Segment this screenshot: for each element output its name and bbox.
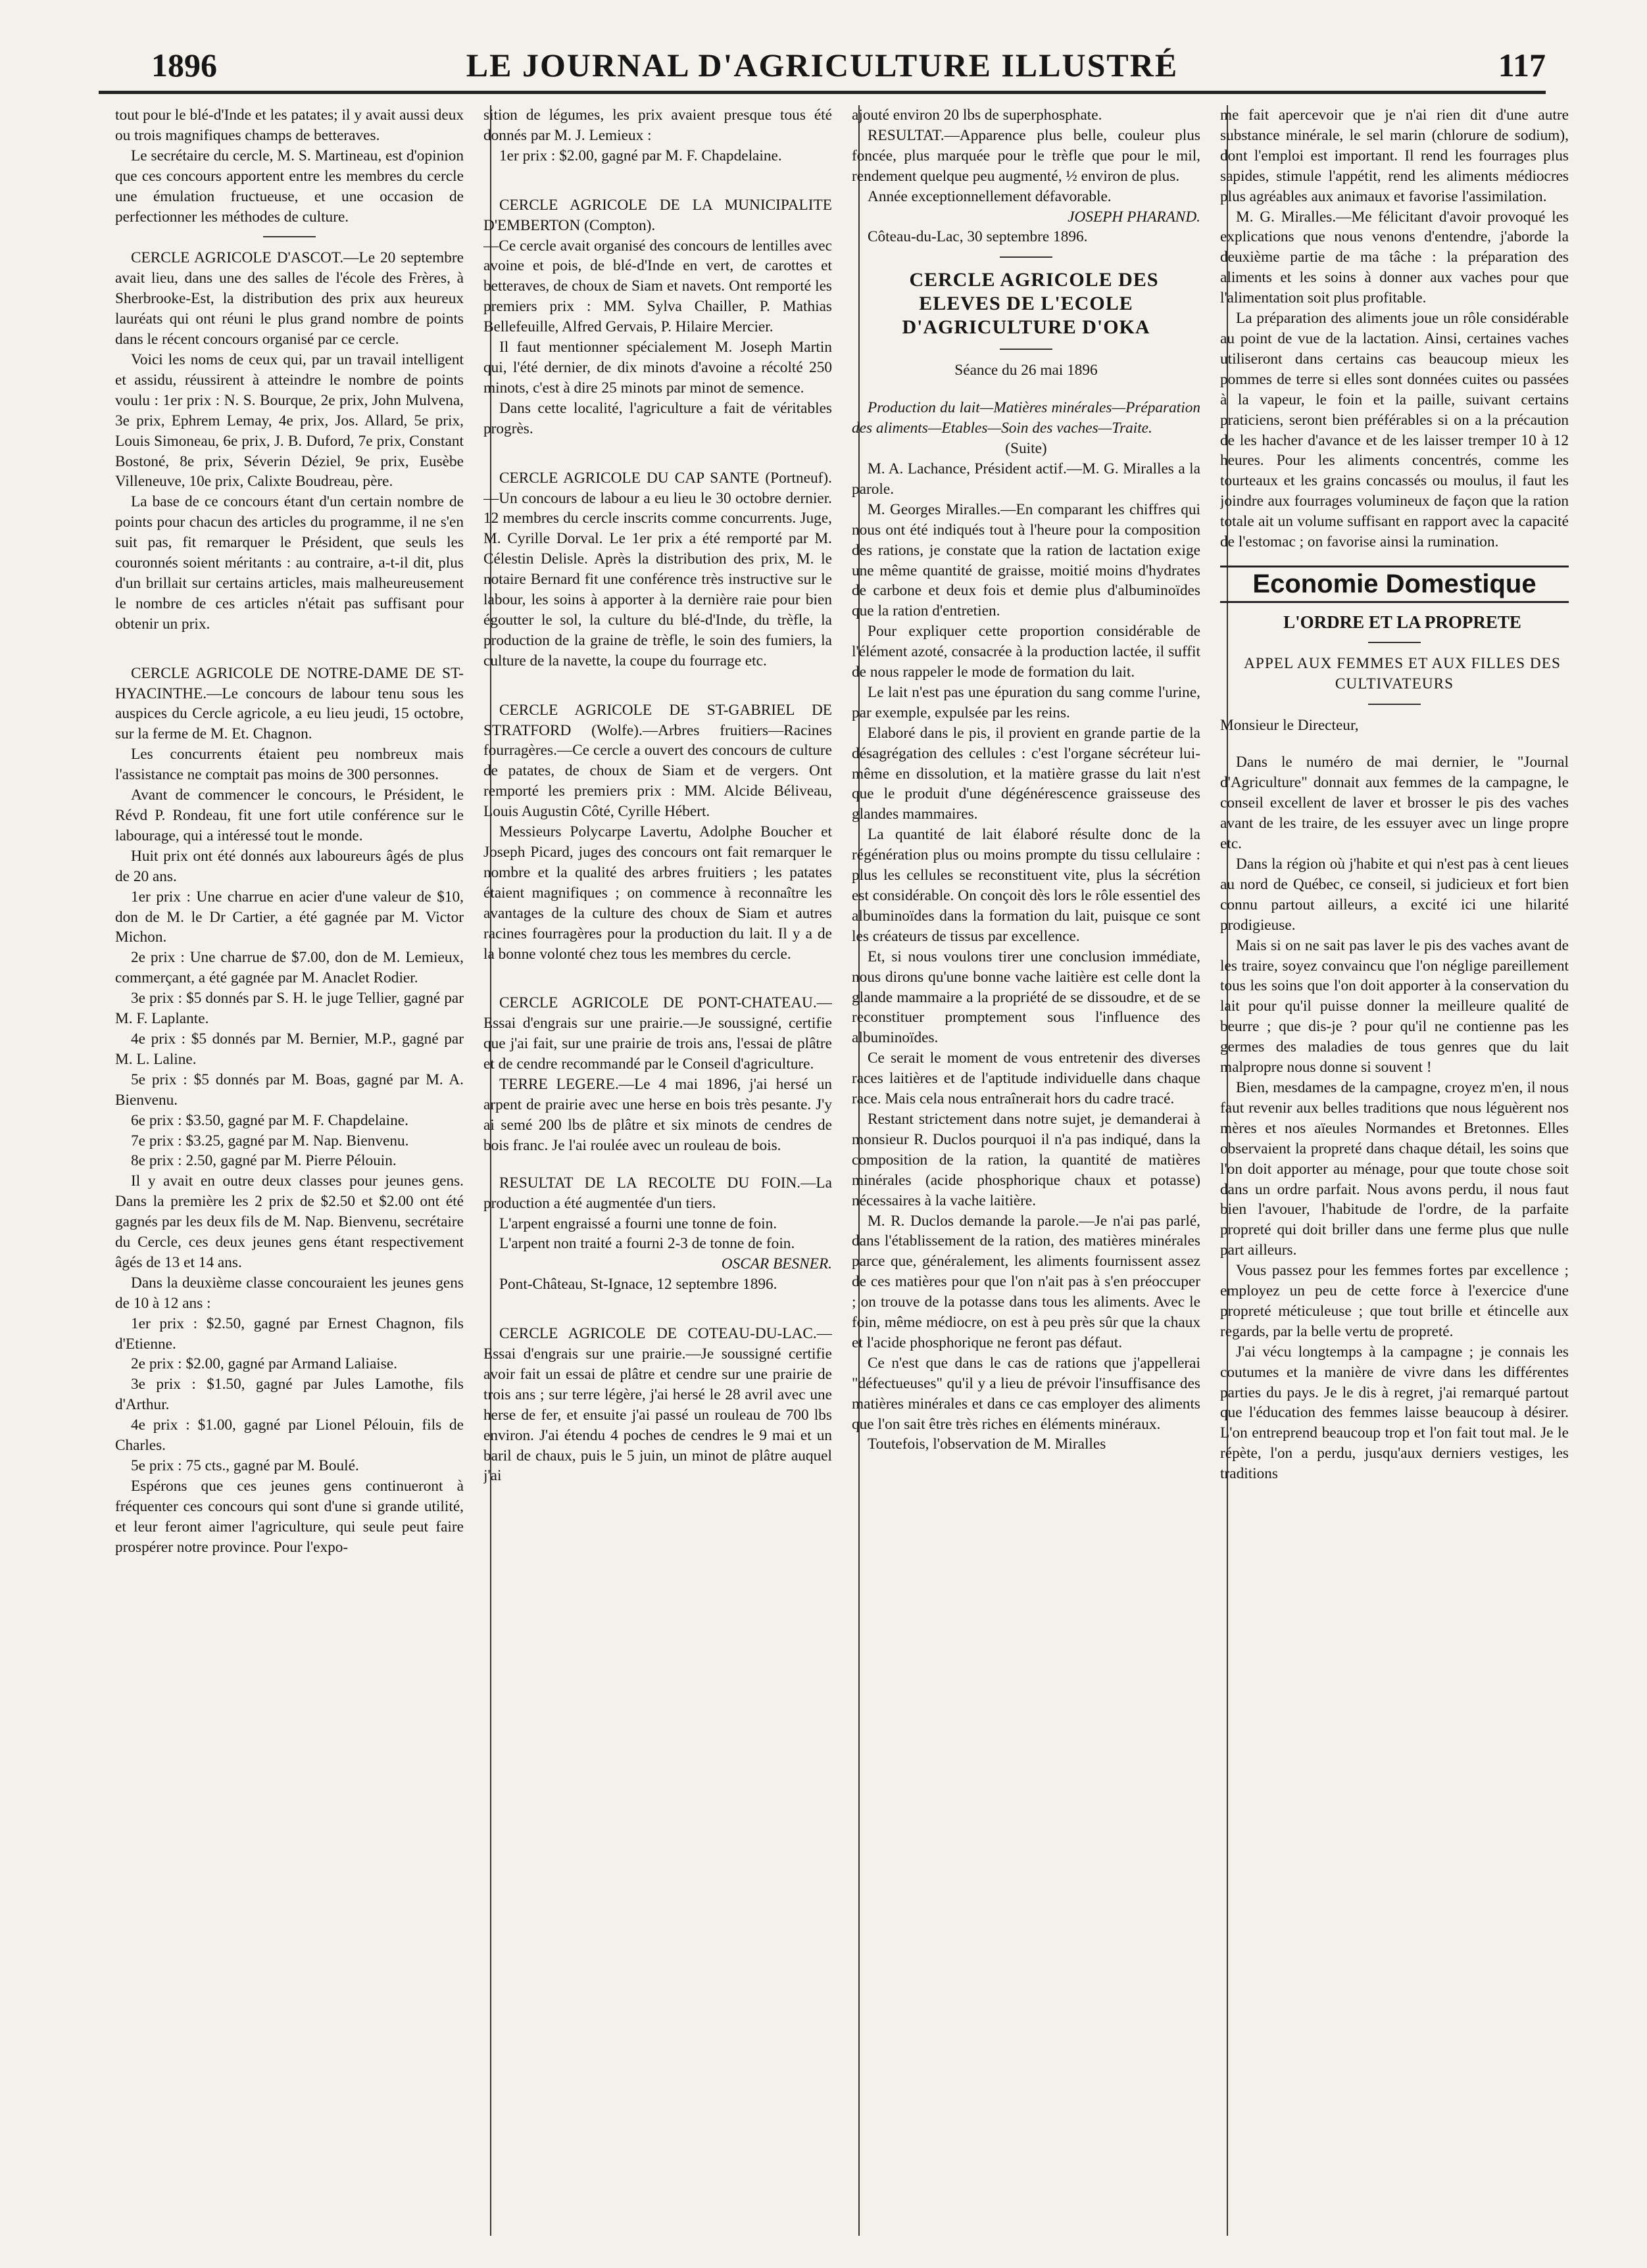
paragraph: 1er prix : $2.50, gagné par Ernest Chagnon, fils d'Etienne. (115, 1315, 464, 1353)
header-page-number: 117 (1498, 47, 1546, 84)
suite-label: (Suite) (1005, 440, 1047, 458)
signature: OSCAR BESNER. (721, 1255, 832, 1273)
article-heading: CERCLE AGRICOLE DE NOTRE-DAME DE ST-HYACINTHE.— (115, 664, 464, 702)
seance-date: Séance du 26 mai 1896 (954, 362, 1098, 379)
paragraph: Arbres fruitiers—Racines fourragères.—Ce cercle a ouvert des concours de culture de patates, de choux de Siam et de vergers. Ont remporté les premiers prix : MM. Alcide Béliveau, Louis Augustin Côté, Cyrille Hébert. (483, 721, 832, 821)
article-heading: CERCLE AGRICOLE DE ST-GABRIEL DE STRATFORD (Wolfe).— (483, 701, 832, 739)
paragraph: Huit prix ont été donnés aux laboureurs âgés de plus de 20 ans. (115, 847, 464, 885)
article-heading: CERCLE AGRICOLE DE PONT-CHATEAU.— (499, 994, 832, 1012)
article-ascot (115, 248, 464, 350)
paragraph: 2e prix : $2.00, gagné par Armand Laliaise. (131, 1355, 397, 1373)
paragraph: Pour expliquer cette proportion considérable de l'élément azoté, consacrée à la production lactée, il suffit de nous rappeler le mode de formation du lait. (852, 623, 1200, 681)
paragraph: 2e prix : Une charrue de $7.00, don de M. Lemieux, commerçant, a été gagnée par M. Anaclet Rodier. (115, 949, 464, 987)
paragraph: M. G. Miralles.—Me félicitant d'avoir provoqué les explications que nous venons d'entendre, j'aborde la deuxième partie de ma tâche : la préparation des aliments et les soins à donner aux vaches pour que l'alimentation soit plus profitable. (1220, 208, 1569, 307)
paragraph: 3e prix : $1.50, gagné par Jules Lamothe, fils d'Arthur. (115, 1376, 464, 1414)
separator (1000, 349, 1052, 350)
paragraph: Espérons que ces jeunes gens continueront à fréquenter ces concours qui sont d'une si grande utilité, et leur feront aimer l'agriculture, qui seule peut faire prospérer notre province. Pour l'expo- (115, 1477, 464, 1556)
paragraph: 5e prix : $5 donnés par M. Boas, gagné par M. A. Bienvenu. (115, 1071, 464, 1109)
article-heading: RESULTAT DE LA RECOLTE DU FOIN.— (499, 1174, 816, 1192)
paragraph: 5e prix : 75 cts., gagné par M. Boulé. (131, 1457, 359, 1474)
paragraph: 6e prix : $3.50, gagné par M. F. Chapdelaine. (131, 1111, 408, 1129)
article-heading: CERCLE AGRICOLE DE LA MUNICIPALITE D'EMBERTON (Compton). (483, 196, 832, 234)
column-4 (1220, 105, 1569, 2236)
paragraph: TERRE LEGERE.—Le 4 mai 1896, j'ai hersé un arpent de prairie avec une herse en bois très pesante. J'y ai semé 200 lbs de plâtre et six minots de cendres de bois franc. Je l'ai roulée avec un rouleau de bois. (483, 1076, 832, 1154)
paragraph: Bien, mesdames de la campagne, croyez m'en, il nous faut revenir aux belles traditions que nous léguèrent nos mères et nos aïeules Normandes et Bretonnes. Elles observaient la propreté dans chaque détail, les soins que l'on doit apporter au ménage, pour que toute chose soit dans un ordre parfait. Nous avons perdu, il nous faut bien l'avouer, l'habitude de l'ordre, de la parfaite propreté qui doit briller dans une ferme plus que nulle part ailleurs. (1220, 1078, 1569, 1259)
separator (1368, 642, 1421, 643)
signature-place: Pont-Château, St-Ignace, 12 septembre 1896. (499, 1276, 777, 1293)
column-3 (852, 105, 1200, 2236)
paragraph: Il y avait en outre deux classes pour jeunes gens. Dans la première les 2 prix de $2.50 et $2.00 ont été gagnés par les deux fils de M. Nap. Bienvenu, secrétaire du Cercle, ces deux jeunes gens étant respectivement âgés de 13 et 14 ans. (115, 1172, 464, 1271)
paragraph: Ce serait le moment de vous entretenir des diverses races laitières et de l'aptitude individuelle dans chaque race. Mais cela nous entraînerait hors du cadre tracé. (852, 1050, 1200, 1108)
paragraph: Et, si nous voulons tirer une conclusion immédiate, nous dirons qu'une bonne vache laitière est celle dont la glande mammaire a la propriété de se dissoudre, et de se reconstituer promptement sous l'influence des albuminoïdes. (852, 948, 1200, 1047)
paragraph: M. A. Lachance, Président actif.—M. G. Miralles a la parole. (852, 460, 1200, 498)
paragraph: 4e prix : $1.00, gagné par Lionel Pélouin, fils de Charles. (115, 1416, 464, 1455)
paragraph: sition de légumes, les prix avaient presque tous été donnés par M. J. Lemieux : (483, 107, 832, 144)
paragraph: 4e prix : $5 donnés par M. Bernier, M.P., gagné par M. L. Laline. (115, 1030, 464, 1068)
paragraph: RESULTAT.—Apparence plus belle, couleur plus foncée, plus marquée pour le trèfle que pour le mil, rendement quelque peu augmenté, ½ environ de plus. (852, 126, 1200, 185)
column-1 (115, 105, 464, 2236)
paragraph: Elaboré dans le pis, il provient en grande partie de la désagrégation des cellules : c'est l'organe sécréteur lui-même en dissolution, et la matière grasse du lait n'est que le produit d'une dégénérescence graisseuse des glandes mammaires. (852, 724, 1200, 823)
article-resultat (483, 1173, 832, 1214)
article-pont-chateau (483, 993, 832, 1074)
paragraph: Toutefois, l'observation de M. Miralles (868, 1436, 1106, 1453)
article-st-gabriel (483, 700, 832, 822)
header-title: LE JOURNAL D'AGRICULTURE ILLUSTRÉ (466, 47, 1179, 84)
separator (263, 236, 316, 237)
paragraph: Dans la deuxième classe concouraient les jeunes gens de 10 à 12 ans : (115, 1274, 464, 1312)
paragraph: La préparation des aliments joue un rôle considérable au point de vue de la lactation. Ainsi, certaines vaches utiliseront dans certains cas beaucoup mieux les pommes de terre si elles sont données cuites ou passées à la vapeur, le foin et la paille, suivant certains praticiens, seront bien préférables si on a la précaution de les hacher d'avance et de les laisser tremper 10 à 12 heures. Pour les aliments concentrés, comme les tourteaux et les grains concassés ou moulus, il faut les joindre aux fourrages volumineux de façon que la ration totale ait un volume suffisant en rapport avec la capacité de l'estomac ; on favorise ainsi la rumination. (1220, 310, 1569, 551)
article-heading: CERCLE AGRICOLE D'ASCOT.— (131, 249, 359, 267)
paragraph: ajouté environ 20 lbs de superphosphate. (852, 107, 1102, 124)
paragraph: 8e prix : 2.50, gagné par M. Pierre Pélouin. (131, 1152, 397, 1170)
paragraph: Dans la région où j'habite et qui n'est pas à cent lieues au nord de Québec, ce conseil, si judicieux et fort bien connu partout ailleurs, a excité ici une hilarité prodigieuse. (1220, 856, 1569, 934)
header-rule (99, 91, 1546, 94)
paragraph: Le secrétaire du cercle, M. S. Martineau, est d'opinion que ces concours apportent entre les membres du cercle une émulation fructueuse, et une occasion de perfectionner les méthodes de culture. (115, 147, 464, 226)
paragraph: 7e prix : $3.25, gagné par M. Nap. Bienvenu. (131, 1132, 409, 1149)
paragraph: 1er prix : $2.00, gagné par M. F. Chapdelaine. (499, 147, 782, 164)
signature: JOSEPH PHARAND. (1068, 208, 1200, 226)
salutation: Monsieur le Directeur, (1220, 716, 1359, 734)
subsection-title: L'ORDRE ET LA PROPRETE (1283, 612, 1521, 632)
appeal-heading: APPEL AUX FEMMES ET AUX FILLES DES CULTIVATEURS (1244, 654, 1561, 692)
paragraph: La quantité de lait élaboré résulte donc de la régénération plus ou moins prompte du tissu cellulaire : plus les cellules se reconstituent vite, plus la sécrétion est considérable. On conçoit dès lors le rôle essentiel des albuminoïdes dans la formation du lait, puisque ce sont les créateurs de tissus par excellence. (852, 826, 1200, 945)
paragraph: Dans le numéro de mai dernier, le "Journal d'Agriculture" donnait aux femmes de la campagne, le conseil excellent de laver et brosser le pis des vaches avant de les traire, de les essuyer avec un linge propre etc. (1220, 754, 1569, 853)
article-cap-sante (483, 468, 832, 671)
paragraph: Messieurs Polycarpe Lavertu, Adolphe Boucher et Joseph Picard, juges des concours ont fait remarquer le nombre et la qualité des arbres fruitiers ; les patates étaient magnifiques ; on commence à reconnaître les avantages de la culture des choux de Siam et autres racines fourragères pour la production du lait. Il y a de la bonne volonté chez tous les membres du cercle. (483, 823, 832, 963)
article-heading: CERCLE AGRICOLE DE COTEAU-DU-LAC.— (499, 1325, 832, 1343)
paragraph: Il faut mentionner spécialement M. Joseph Martin qui, l'été dernier, de dix minots d'avoine a récolté 250 minots, c'est à dire 25 minots par minot de semence. (483, 339, 832, 397)
topics: Production du lait—Matières minérales—Préparation des aliments—Etables—Soin des vaches—Traite. (852, 399, 1200, 437)
oka-heading: CERCLE AGRICOLE DES ELEVES DE L'ECOLE D'AGRICULTURE D'OKA (902, 269, 1159, 339)
paragraph: Le 20 septembre avait lieu, dans une des salles de l'école des Frères, à Sherbrooke-Est, la distribution des prix aux heureux lauréats qui ont réuni le plus grand nombre de points dans le récent concours organisé par ce cercle. (115, 249, 464, 349)
header-year: 1896 (151, 47, 217, 84)
separator (1000, 256, 1052, 258)
paragraph: Essai d'engrais sur une prairie.—Je soussigné, certifie que j'ai fait, sur une prairie de trois ans, l'essai de plâtre et de cendre recommandé par le Conseil d'agriculture. (483, 1015, 832, 1073)
paragraph: Voici les noms de ceux qui, par un travail intelligent et assidu, réussirent à atteindre le nombre de points voulu : 1er prix : N. S. Bourque, 2e prix, John Mulvena, 3e prix, Ephrem Lemay, 4e prix, Jos. Allard, 5e prix, Louis Simoneau, 6e prix, J. B. Duford, 7e prix, Constant Bostoné, 8e prix, Séverin Déziel, 9e prix, Eusèbe Villeneuve, 10e prix, Calixte Boudreau, père. (115, 350, 464, 491)
paragraph: Restant strictement dans notre sujet, je demanderai à monsieur R. Duclos pourquoi il n'a pas indiqué, dans la composition de la ration, la quantité de matières minérales (acide phosphorique chaux et potasse) nécessaires à la vache laitière. (852, 1110, 1200, 1209)
paragraph: Vous passez pour les femmes fortes par excellence ; employez un peu de cette force à l'exercice d'une propreté méticuleuse ; que tout brille et étincelle aux regards, par la belle vertu de propreté. (1220, 1262, 1569, 1340)
paragraph: Avant de commencer le concours, le Président, le Révd P. Rondeau, fit une fort utile conférence sur le labourage, qui a intéressé tout le monde. (115, 786, 464, 844)
paragraph: me fait apercevoir que je n'ai rien dit d'une autre substance minérale, le sel marin (chlorure de sodium), dont l'emploi est important. Il rend les fourrages plus sapides, stimule l'appétit, rend les aliments médiocres plus agréables aux animaux et favorise l'assimilation. (1220, 107, 1569, 205)
paragraph: La production a été augmentée d'un tiers. (483, 1174, 832, 1212)
paragraph: Le lait n'est pas une épuration du sang comme l'urine, par exemple, expulsée par les reins. (852, 683, 1200, 721)
paragraph: J'ai vécu longtemps à la campagne ; je connais les coutumes et la manière de vivre dans les différentes parties du pays. Je le dis à regret, j'ai remarqué partout que l'éducation des femmes laisse beaucoup à désirer. L'on entreprend beaucoup trop et l'on fait tout mal. Je le répète, l'on a perdu, jusqu'aux derniers vestiges, les traditions (1220, 1343, 1569, 1483)
article-heading: CERCLE AGRICOLE DU CAP SANTE (Portneuf).— (483, 469, 832, 507)
article-coteau-du-lac (483, 1324, 832, 1486)
paragraph: —Ce cercle avait organisé des concours de lentilles avec avoine et pois, de blé-d'Inde en vert, de carottes et betteraves, de choux de Siam et navets. Ont remporté les premiers prix : MM. Sylva Chailler, P. Mathias Bellefeuille, Alfred Gervais, P. Hilaire Mercier. (483, 237, 832, 336)
paragraph: La base de ce concours étant d'un certain nombre de points pour chacun des articles du programme, il ne s'en suit pas, fit remarquer le Président, que seuls les couronnés soient méritants : au contraire, a-t-il dit, plus d'un brillait sur certains articles, mais malheureusement le nombre de ces articles n'était pas suffisant pour obtenir un prix. (115, 493, 464, 633)
paragraph: L'arpent non traité a fourni 2-3 de tonne de foin. (499, 1235, 795, 1253)
paragraph: Ce n'est que dans le cas de rations que j'appellerai "défectueuses" qu'il y a lieu de prévoir l'insuffisance des matières minérales et dans ce cas employer des aliments que l'on sait être très riches en éléments minéraux. (852, 1354, 1200, 1433)
section-title: Economie Domestique (1220, 566, 1569, 603)
paragraph: Année exceptionnellement défavorable. (868, 187, 1112, 205)
paragraph: Dans cette localité, l'agriculture a fait de véritables progrès. (483, 399, 832, 437)
signature-place: Côteau-du-Lac, 30 septembre 1896. (868, 228, 1088, 246)
column-2 (483, 105, 832, 2236)
paragraph: 3e prix : $5 donnés par S. H. le juge Tellier, gagné par M. F. Laplante. (115, 990, 464, 1028)
paragraph: Mais si on ne sait pas laver le pis des vaches avant de les traire, soyez convaincu que l'on néglige pareillement tous les soins que l'on doit apporter à la conservation du lait pour qu'il puisse donner la meilleure qualité de beurre ; que dis-je ? pour qu'il ne contienne pas les germes des maladies de tous genres que du lait malpropre nous donne si souvent ! (1220, 936, 1569, 1076)
paragraph: Les concurrents étaient peu nombreux mais l'assistance ne comptait pas moins de 300 personnes. (115, 746, 464, 784)
paragraph: tout pour le blé-d'Inde et les patates; il y avait aussi deux ou trois magnifiques champs de betteraves. (115, 107, 464, 144)
paragraph: Le concours de labour tenu sous les auspices du Cercle agricole, a eu lieu jeudi, 15 octobre, sur la ferme de M. Et. Chagnon. (115, 685, 464, 743)
paragraph: Essai d'engrais sur une prairie.—Je soussigné certifie avoir fait un essai de plâtre et cendre sur une prairie de trois ans ; sur terre légère, j'ai hersé le 28 avril avec une herse de fer, et ensuite j'ai passé un rouleau de 700 lbs environ. J'ai étendu 4 poches de cendres le 9 mai et un baril de chaux, puis le 5 juin, un minot de plâtre auquel j'ai (483, 1345, 832, 1485)
paragraph: L'arpent engraissé a fourni une tonne de foin. (499, 1215, 777, 1232)
article-columns (115, 105, 1569, 2236)
paragraph: M. R. Duclos demande la parole.—Je n'ai pas parlé, dans l'établissement de la ration, des matières minérales parce que, généralement, les aliments fournissent assez de ces matières pour que l'on n'ait pas à s'en préoccuper ; on trouve de la potasse dans tous les aliments. Avec le foin, même médiocre, on est à peu près sûr que la chaux et l'acide phosphorique ne feront pas défaut. (852, 1212, 1200, 1351)
paragraph: Un concours de labour a eu lieu le 30 octobre dernier. 12 membres du cercle inscrits comme concurrents. Juge, M. Cyrille Dorval. Le 1er prix a été remporté par M. Célestin Delisle. Après la distribution des prix, M. le notaire Bernard fit une conférence très instructive sur le labour, les soins à apporter à la dernière raie pour bien égoutter le sol, la culture du blé-d'Inde, du trèfle, la production de la graine de trèfle, le soin des fumiers, la culture de la navette, la coupe du fourrage etc. (483, 489, 832, 669)
article-notre-dame (115, 664, 464, 745)
paragraph: M. Georges Miralles.—En comparant les chiffres qui nous ont été indiqués tout à l'heure pour la composition des rations, je constate que la ration de lactation exige une même quantité de graisse, moitié moins d'hydrates de carbone et deux fois et demie plus d'albuminoïdes que la ration d'entretien. (852, 500, 1200, 620)
page-header (99, 46, 1546, 92)
paragraph: 1er prix : Une charrue en acier d'une valeur de $10, don de M. le Dr Cartier, a été gagnée par M. Victor Michon. (115, 888, 464, 946)
separator (1368, 704, 1421, 705)
